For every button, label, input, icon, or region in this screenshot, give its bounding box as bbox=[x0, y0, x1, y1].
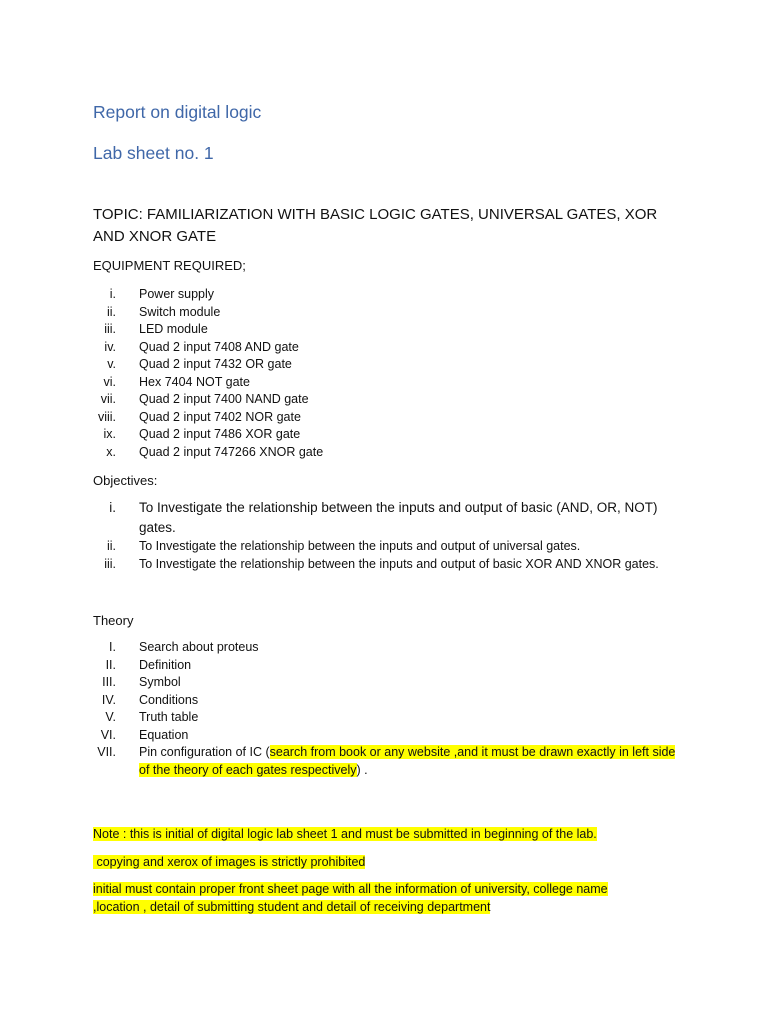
objectives-label: Objectives: bbox=[93, 473, 158, 488]
list-text: Power supply bbox=[139, 287, 215, 301]
note-copying bbox=[93, 853, 365, 871]
list-text: To Investigate the relationship between the inputs and output of basic XOR AND XNOR gates. bbox=[139, 556, 659, 571]
list-text: Definition bbox=[139, 657, 192, 672]
lab-sheet-subtitle: Lab sheet no. 1 bbox=[93, 143, 214, 163]
equipment-label: EQUIPMENT REQUIRED; bbox=[93, 258, 246, 273]
list-number: VII. bbox=[97, 745, 116, 759]
report-title: Report on digital logic bbox=[93, 102, 262, 122]
list-text: Symbol bbox=[139, 675, 181, 689]
list-text: Quad 2 input 7408 AND gate bbox=[139, 339, 299, 354]
list-text: Hex 7404 NOT gate bbox=[139, 374, 250, 389]
list-text: Quad 2 input 7402 NOR gate bbox=[139, 409, 301, 424]
list-text: Quad 2 input 747266 XNOR gate bbox=[139, 444, 324, 459]
note-text: Note : this is initial of digital logic lab sheet 1 and must be submitted in beginning of the lab. bbox=[93, 827, 597, 841]
pin-prefix: Pin configuration of IC ( bbox=[139, 745, 270, 759]
list-text: Quad 2 input 7432 OR gate bbox=[139, 357, 292, 371]
list-number: iii. bbox=[104, 322, 116, 336]
list-number: III. bbox=[102, 675, 116, 689]
list-text: Search about proteus bbox=[139, 640, 259, 654]
list-number: i. bbox=[109, 287, 116, 301]
list-number: x. bbox=[106, 444, 116, 459]
list-number: i. bbox=[109, 500, 116, 515]
list-text: Conditions bbox=[139, 692, 199, 707]
list-text: Quad 2 input 7486 XOR gate bbox=[139, 427, 301, 441]
pin-suffix: ) . bbox=[356, 762, 368, 777]
list-number: viii. bbox=[97, 409, 116, 424]
list-number: v. bbox=[107, 357, 116, 371]
list-number: iv. bbox=[104, 339, 116, 354]
list-number: I. bbox=[109, 640, 116, 654]
list-number: II. bbox=[105, 657, 116, 672]
list-text: Quad 2 input 7400 NAND gate bbox=[139, 392, 309, 406]
note-front-sheet bbox=[93, 880, 653, 916]
list-text: To Investigate the relationship between the inputs and output of basic (AND, OR, NOT) gates. bbox=[139, 500, 658, 535]
list-number: IV. bbox=[101, 692, 116, 707]
list-number: VI. bbox=[100, 727, 116, 742]
list-text bbox=[139, 744, 679, 779]
list-text: Truth table bbox=[139, 710, 199, 724]
list-number: ii. bbox=[106, 304, 116, 319]
theory-label: Theory bbox=[93, 613, 134, 628]
list-text: LED module bbox=[139, 322, 208, 336]
note-text: initial must contain proper front sheet page with all the information of university, college name ,location , detail of submitting student and detail of receiving department bbox=[93, 882, 608, 914]
highlighted-instruction: search from book or any website ,and it must be drawn exactly in left side of the theory of each gates respectively bbox=[139, 745, 676, 777]
note-submission bbox=[93, 825, 693, 843]
list-text: Equation bbox=[139, 727, 189, 742]
list-text: To Investigate the relationship between the inputs and output of universal gates. bbox=[139, 539, 581, 553]
list-text: Switch module bbox=[139, 304, 221, 319]
note-text: copying and xerox of images is strictly prohibited bbox=[93, 855, 366, 869]
list-number: vii. bbox=[100, 392, 116, 406]
list-number: ii. bbox=[106, 539, 116, 553]
list-number: vi. bbox=[103, 374, 116, 389]
list-number: ix. bbox=[103, 427, 116, 441]
list-number: V. bbox=[105, 710, 116, 724]
topic-heading: TOPIC: FAMILIARIZATION WITH BASIC LOGIC GATES, UNIVERSAL GATES, XOR AND XNOR GATE bbox=[93, 206, 658, 245]
list-number: iii. bbox=[104, 556, 116, 571]
